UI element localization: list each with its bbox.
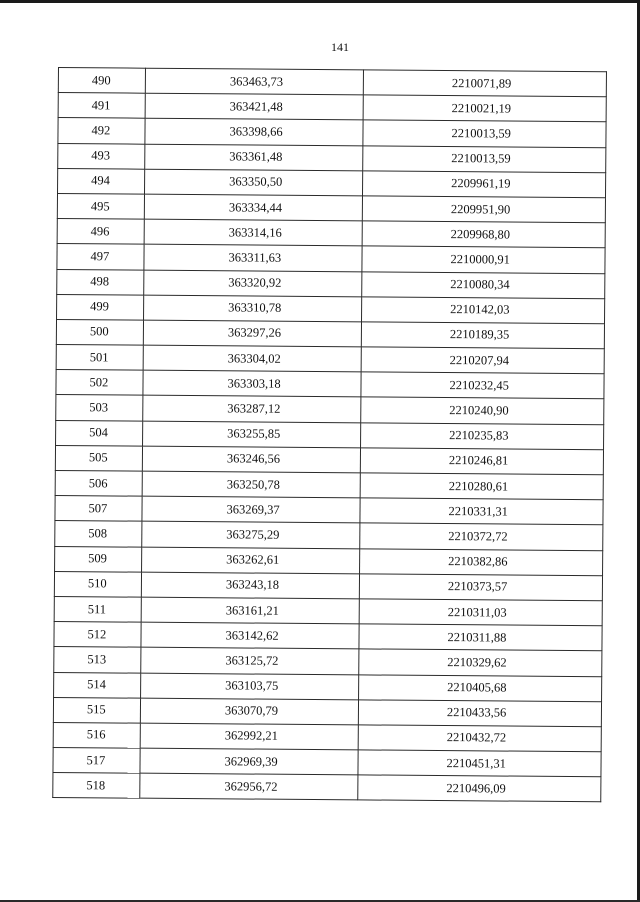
coordinates-table-body: [53, 68, 607, 803]
x-coordinate-cell: 363125,72: [141, 647, 359, 674]
point-number-cell: 503: [56, 395, 143, 421]
x-coordinate-cell: 363161,21: [141, 597, 359, 624]
y-coordinate-cell: 2210013,59: [363, 120, 606, 147]
point-number-cell: 510: [54, 571, 141, 597]
y-coordinate-cell: 2210232,45: [361, 372, 604, 399]
coordinates-table-container: [52, 67, 606, 803]
y-coordinate-cell: 2210496,09: [358, 775, 601, 802]
x-coordinate-cell: 363310,78: [144, 295, 362, 322]
point-number-cell: 495: [57, 193, 144, 219]
point-number-cell: 518: [53, 773, 140, 799]
point-number-cell: 499: [57, 294, 144, 320]
x-coordinate-cell: 363287,12: [143, 396, 361, 423]
point-number-cell: 511: [54, 596, 141, 622]
y-coordinate-cell: 2210432,72: [358, 725, 601, 752]
y-coordinate-cell: 2210142,03: [362, 297, 605, 324]
point-number-cell: 512: [54, 622, 141, 648]
y-coordinate-cell: 2210280,61: [360, 473, 603, 500]
x-coordinate-cell: 363070,79: [140, 698, 358, 725]
point-number-cell: 505: [55, 445, 142, 471]
point-number-cell: 513: [54, 647, 141, 673]
y-coordinate-cell: 2210189,35: [361, 322, 604, 349]
table-row: [53, 773, 601, 802]
point-number-cell: 515: [53, 697, 140, 723]
point-number-cell: 497: [57, 244, 144, 270]
x-coordinate-cell: 363142,62: [141, 622, 359, 649]
y-coordinate-cell: 2210246,81: [360, 448, 603, 475]
point-number-cell: 506: [55, 470, 142, 496]
y-coordinate-cell: 2210433,56: [358, 700, 601, 727]
x-coordinate-cell: 363361,48: [145, 144, 363, 171]
point-number-cell: 502: [56, 370, 143, 396]
y-coordinate-cell: 2210021,19: [363, 95, 606, 122]
point-number-cell: 490: [58, 68, 145, 94]
x-coordinate-cell: 363250,78: [142, 471, 360, 498]
point-number-cell: 500: [56, 319, 143, 345]
y-coordinate-cell: 2210071,89: [363, 70, 606, 97]
y-coordinate-cell: 2210382,86: [360, 548, 603, 575]
point-number-cell: 492: [58, 118, 145, 144]
x-coordinate-cell: 363311,63: [144, 244, 362, 271]
x-coordinate-cell: 362956,72: [140, 773, 358, 800]
y-coordinate-cell: 2210013,59: [363, 145, 606, 172]
x-coordinate-cell: 363304,02: [143, 345, 361, 372]
y-coordinate-cell: 2210000,91: [362, 246, 605, 273]
point-number-cell: 514: [54, 672, 141, 698]
y-coordinate-cell: 2210372,72: [360, 523, 603, 550]
point-number-cell: 496: [57, 219, 144, 245]
y-coordinate-cell: 2210235,83: [361, 423, 604, 450]
x-coordinate-cell: 363269,37: [142, 496, 360, 523]
point-number-cell: 494: [58, 168, 145, 194]
x-coordinate-cell: 362992,21: [140, 723, 358, 750]
point-number-cell: 498: [57, 269, 144, 295]
y-coordinate-cell: 2210311,03: [359, 599, 602, 626]
point-number-cell: 507: [55, 496, 142, 522]
y-coordinate-cell: 2209968,80: [362, 221, 605, 248]
y-coordinate-cell: 2209961,19: [362, 171, 605, 198]
x-coordinate-cell: 363303,18: [143, 370, 361, 397]
x-coordinate-cell: 363246,56: [142, 446, 360, 473]
point-number-cell: 517: [53, 748, 140, 774]
y-coordinate-cell: 2210331,31: [360, 498, 603, 525]
point-number-cell: 509: [55, 546, 142, 572]
y-coordinate-cell: 2210207,94: [361, 347, 604, 374]
x-coordinate-cell: 363255,85: [143, 421, 361, 448]
x-coordinate-cell: 363463,73: [145, 68, 363, 95]
x-coordinate-cell: 363103,75: [141, 673, 359, 700]
y-coordinate-cell: 2210451,31: [358, 750, 601, 777]
scan-border-top: [0, 0, 640, 3]
y-coordinate-cell: 2210311,88: [359, 624, 602, 651]
y-coordinate-cell: 2209951,90: [362, 196, 605, 223]
x-coordinate-cell: 363350,50: [145, 169, 363, 196]
x-coordinate-cell: 363314,16: [144, 219, 362, 246]
x-coordinate-cell: 363275,29: [142, 522, 360, 549]
x-coordinate-cell: 363297,26: [143, 320, 361, 347]
x-coordinate-cell: 363262,61: [142, 547, 360, 574]
y-coordinate-cell: 2210240,90: [361, 397, 604, 424]
page-number: 141: [331, 40, 349, 54]
point-number-cell: 508: [55, 521, 142, 547]
x-coordinate-cell: 362969,39: [140, 748, 358, 775]
point-number-cell: 516: [53, 722, 140, 748]
point-number-cell: 491: [58, 93, 145, 119]
y-coordinate-cell: 2210080,34: [362, 271, 605, 298]
coordinates-table: [52, 67, 607, 803]
point-number-cell: 493: [58, 143, 145, 169]
x-coordinate-cell: 363243,18: [141, 572, 359, 599]
x-coordinate-cell: 363398,66: [145, 119, 363, 146]
point-number-cell: 501: [56, 345, 143, 371]
y-coordinate-cell: 2210405,68: [359, 674, 602, 701]
point-number-cell: 504: [56, 420, 143, 446]
y-coordinate-cell: 2210329,62: [359, 649, 602, 676]
y-coordinate-cell: 2210373,57: [359, 574, 602, 601]
x-coordinate-cell: 363320,92: [144, 270, 362, 297]
x-coordinate-cell: 363334,44: [144, 194, 362, 221]
x-coordinate-cell: 363421,48: [145, 93, 363, 120]
